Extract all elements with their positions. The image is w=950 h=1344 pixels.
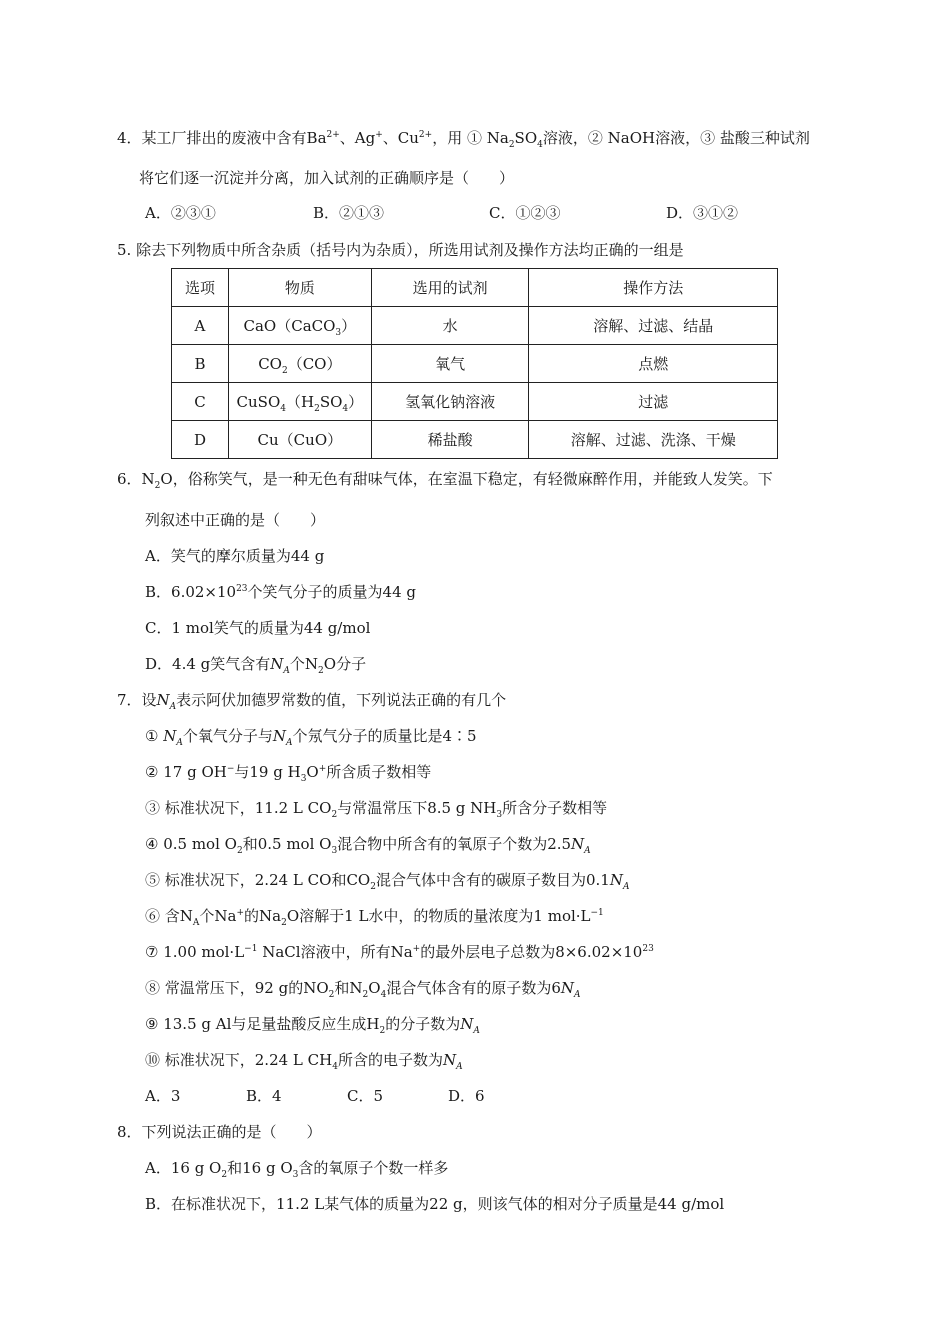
table-header-row xyxy=(172,269,778,307)
q7-statement-8: ⑧ 常温常压下，92 g的$NO_2$和$N_2O_4$混合气体含有的原子数为$6N_A$ xyxy=(145,979,581,1000)
table-cell-option: A xyxy=(172,307,229,345)
q8-option-b: B．在标准状况下，11.2 L某气体的质量为22 g，则该气体的相对分子质量是44 g/mol xyxy=(145,1195,725,1213)
q7-statement-5: ⑤ 标准状况下，2.24 L CO和$CO_2$混合气体中含有的碳原子数目为$0.1N_A$ xyxy=(145,871,630,892)
table-cell-method: 溶解、过滤、结晶 xyxy=(529,307,778,345)
q7-statement-3: ③ 标准状况下，11.2 L $CO_2$与常温常压下8.5 g $NH_3$所含分子数相等 xyxy=(145,799,608,820)
q7-statement-1: ① $N_A$个氧气分子与$N_A$个氖气分子的质量比是4∶5 xyxy=(145,727,477,748)
table-cell-reagent: 氧气 xyxy=(371,345,529,383)
q6-stem-line2: 列叙述中正确的是（ ） xyxy=(145,511,326,529)
table-cell-option: B xyxy=(172,345,229,383)
q4-option-c: C．①②③ xyxy=(489,204,561,222)
q7-statement-2: ② 17 g OH−与19 g $H_3O^+$所含质子数相等 xyxy=(145,763,432,784)
table-cell-option: D xyxy=(172,421,229,459)
q6-option-d: D．4.4 g笑气含有$N_A$个$N_2O$分子 xyxy=(145,655,367,676)
q4-option-b: B．②①③ xyxy=(313,204,385,222)
table-header: 操作方法 xyxy=(529,269,778,307)
q7-statement-10: ⑩ 标准状况下，2.24 L $CH_4$所含的电子数为$N_A$ xyxy=(145,1051,463,1072)
table-cell-substance: Cu（CuO） xyxy=(228,421,371,459)
table-cell-reagent: 水 xyxy=(371,307,529,345)
q6-option-b: B．$6.02\times 10^{23}$个笑气分子的质量为44 g xyxy=(145,583,416,601)
table-row xyxy=(172,307,778,345)
q6-option-a: A．笑气的摩尔质量为44 g xyxy=(145,547,325,565)
q4-stem-line1: 4．某工厂排出的废液中含有$Ba^{2+}$、Ag+、$Cu^{2+}$，用 ① $Na_2SO_4$溶液，② NaOH溶液，③ 盐酸三种试剂 xyxy=(117,129,810,150)
table-cell-substance: CaO（CaCO$_3$） xyxy=(228,307,371,345)
q4-stem-line2: 将它们逐一沉淀并分离，加入试剂的正确顺序是（ ） xyxy=(139,169,515,187)
q7-option-d: D．6 xyxy=(448,1087,485,1105)
table-header: 选项 xyxy=(172,269,229,307)
q7-statement-7: ⑦ 1.00 $mol\cdot L^{-1}$ NaCl溶液中，所有Na+的最外层电子总数为$8\times 6.02\times 10^{23}$ xyxy=(145,943,654,961)
table-cell-substance: $CuSO_4(H_2SO_4)$ xyxy=(228,383,371,421)
table-row xyxy=(172,383,778,421)
q7-option-a: A．3 xyxy=(145,1087,181,1105)
table-cell-substance: $CO_2(CO)$ xyxy=(228,345,371,383)
q5-table xyxy=(171,268,778,459)
q7-statement-9: ⑨ 13.5 g Al与足量盐酸反应生成$H_2$的分子数为$N_A$ xyxy=(145,1015,480,1036)
q4-option-d: D．③①② xyxy=(666,204,739,222)
q8-stem: 8．下列说法正确的是（ ） xyxy=(117,1123,322,1141)
q8-option-a: A．16 g $O_2$和16 g $O_3$含的氧原子个数一样多 xyxy=(145,1159,449,1180)
table-cell-option: C xyxy=(172,383,229,421)
table-cell-reagent: 稀盐酸 xyxy=(371,421,529,459)
table-cell-method: 溶解、过滤、洗涤、干燥 xyxy=(529,421,778,459)
table-cell-method: 点燃 xyxy=(529,345,778,383)
q7-stem: 7．设$N_A$表示阿伏加德罗常数的值，下列说法正确的有几个 xyxy=(117,691,507,712)
q7-option-b: B．4 xyxy=(246,1087,282,1105)
table-row xyxy=(172,345,778,383)
table-header: 选用的试剂 xyxy=(371,269,529,307)
q7-option-c: C．5 xyxy=(347,1087,384,1105)
q5-stem: 5. 除去下列物质中所含杂质（括号内为杂质），所选用试剂及操作方法均正确的一组是 xyxy=(117,241,684,259)
table-cell-method: 过滤 xyxy=(529,383,778,421)
q7-statement-6: ⑥ 含$N_A$个Na+的$Na_2O$溶解于1 L水中，的物质的量浓度为1 $mol\cdot L^{-1}$ xyxy=(145,907,604,928)
q7-statement-4: ④ 0.5 mol $O_2$和0.5 mol $O_3$混合物中所含有的氧原子个数为$2.5N_A$ xyxy=(145,835,591,856)
q4-option-a: A．②③① xyxy=(145,204,216,222)
q6-stem-line1: 6．$N_2O$，俗称笑气，是一种无色有甜味气体，在室温下稳定，有轻微麻醉作用，并能致人发笑。下 xyxy=(117,470,773,491)
table-header: 物质 xyxy=(228,269,371,307)
table-cell-reagent: 氢氧化钠溶液 xyxy=(371,383,529,421)
q6-option-c: C．1 mol笑气的质量为44 g/mol xyxy=(145,619,371,637)
table-row xyxy=(172,421,778,459)
